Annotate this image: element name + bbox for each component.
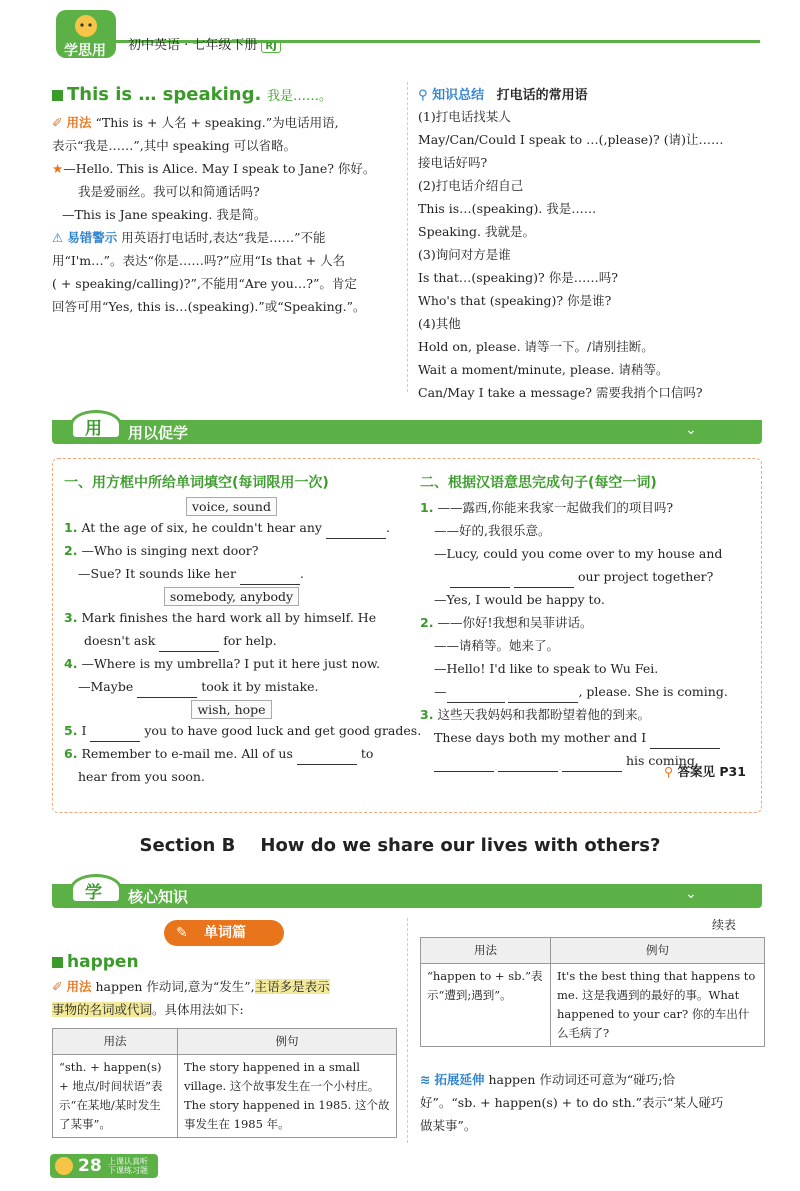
summary-line: Is that…(speaking)? 你是……吗? (418, 270, 618, 285)
warning-line-1: ⚠ 易错警示 用英语打电话时,表达“我是……”不能 (52, 230, 326, 245)
q1-en-c: —Lucy, could you come over to my house and (434, 546, 723, 561)
green-square-icon (52, 90, 63, 101)
answer-blank[interactable] (562, 758, 622, 772)
answer-blank[interactable] (447, 689, 505, 703)
question-2b: —Sue? It sounds like her . (64, 562, 399, 585)
answer-blank[interactable] (508, 689, 578, 703)
answer-ref[interactable]: ⚲ 答案见 P31 (664, 764, 746, 779)
summary-line: Can/May I take a message? 需要我捎个口信吗? (418, 385, 703, 400)
footer-slogan: 上课认真听 下课练习题 (108, 1157, 148, 1175)
answer-blank[interactable] (326, 525, 386, 539)
logo-text: 学思用 (64, 43, 106, 59)
word-box-2: somebody, anybody (164, 587, 299, 606)
summary-line: (2)打电话介绍自己 (418, 178, 524, 193)
wifi-icon: ≋ (420, 1072, 431, 1087)
q3-en-c: his coming. (420, 749, 755, 772)
book-title: 初中英语 · 七年级下册 RJ (128, 34, 281, 53)
section-b-title: Section B How do we share our lives with others? (139, 835, 661, 856)
extension-line-1: ≋ 拓展延伸 happen 作动词还可意为“碰巧;恰 (420, 1072, 675, 1087)
q1-cn-a: 1. ——露西,你能来我家一起做我们的项目吗? (420, 500, 674, 515)
answer-blank[interactable] (434, 758, 494, 772)
green-square-icon (52, 957, 63, 968)
summary-line: Wait a moment/minute, please. 请稍等。 (418, 362, 669, 377)
summary-line: 接电话好吗? (418, 155, 488, 170)
summary-line: Who's that (speaking)? 你是谁? (418, 293, 612, 308)
answer-blank[interactable] (137, 684, 197, 698)
warning-line-3: ( + speaking/calling)?”,不能用“Are you…?”。肯定 (52, 276, 357, 291)
q1-en-d: our project together? (420, 565, 755, 588)
page-footer (50, 1152, 160, 1180)
q2-en-d: — , please. She is coming. (420, 680, 755, 703)
phrase-heading: This is … speaking. 我是……。 (52, 84, 402, 105)
usage-table-continued: 用法 例句 “happen to + sb.”表示“遭到;遇到”。 It's the best thing that happens to me. 这是我遇到的最好的事。What happened to your car? 你的车出什么毛病了? (420, 937, 765, 1047)
page-number: 28 (78, 1156, 102, 1176)
summary-line: Speaking. 我就是。 (418, 224, 535, 239)
vocab-tag: ✎ 单词篇 (164, 920, 284, 946)
question-3a: 3. Mark finishes the hard work all by himself. He (64, 610, 377, 625)
answer-blank[interactable] (90, 728, 140, 742)
vocab-word: happen (52, 952, 139, 972)
banner-tab-1: 用 (70, 410, 122, 440)
summary-line: (1)打电话找某人 (418, 109, 511, 124)
summary-lines (418, 105, 763, 404)
banner-tab-2: 学 (70, 874, 122, 904)
chevron-down-icon[interactable]: ⌄ (685, 886, 697, 902)
extension-line-3: 做某事”。 (420, 1118, 477, 1133)
question-3b: doesn't ask for help. (64, 629, 399, 652)
table-cell-example: The story happened in a small village. 这个故事发生在一个小村庄。The story happened in 1985. 这个故事发生在 1985 年。 (178, 1055, 397, 1138)
q2-cn-b: ——请稍等。她来了。 (434, 638, 560, 653)
summary-heading: ⚲ 知识总结 打电话的常用语 (418, 88, 588, 103)
warning-icon: ⚠ (52, 230, 64, 245)
usage-line-2: 表示“我是……”,其中 speaking 可以省略。 (52, 138, 297, 153)
q2-en-c: —Hello! I'd like to speak to Wu Fei. (434, 661, 659, 676)
extension-line-2: 好”。“sb. + happen(s) + to do sth.”表示“某人碰巧 (420, 1095, 724, 1110)
answer-blank[interactable] (240, 571, 300, 585)
table-cell-example: It's the best thing that happens to me. 这是我遇到的最好的事。What happened to your car? 你的车出什么毛病了? (551, 964, 765, 1047)
answer-blank[interactable] (498, 758, 558, 772)
question-2a: 2. —Who is singing next door? (64, 543, 259, 558)
question-4a: 4. —Where is my umbrella? I put it here just now. (64, 656, 381, 671)
example-2: —This is Jane speaking. 我是简。 (62, 207, 267, 222)
answer-blank[interactable] (514, 574, 574, 588)
summary-line: May/Can/Could I speak to …(,please)? (请)让…… (418, 132, 724, 147)
question-4b: —Maybe took it by mistake. (64, 675, 399, 698)
answer-blank[interactable] (650, 735, 720, 749)
phrase-card (52, 84, 402, 318)
banner-title-practice: 用以促学 (128, 424, 189, 442)
brand-logo (50, 6, 122, 62)
q1-en-e: —Yes, I would be happy to. (434, 592, 605, 607)
table-cell-usage: “happen to + sb.”表示“遭到;遇到”。 (421, 964, 551, 1047)
banner-title-core: 核心知识 (128, 888, 189, 906)
q1-cn-b: ——好的,我很乐意。 (434, 523, 551, 538)
question-6a: 6. Remember to e-mail me. All of us to (64, 742, 399, 765)
q2-cn-a: 2. ——你好!我想和吴菲讲话。 (420, 615, 593, 630)
exercise-part-1 (64, 472, 422, 788)
summary-line: (3)询问对方是谁 (418, 247, 511, 262)
exercise-2-title: 二、根据汉语意思完成句子(每空一词) (420, 475, 657, 491)
vocab-usage-2: 事物的名词或代词。具体用法如下: (52, 1002, 244, 1017)
vocab-usage-1: ✐ 用法 happen 作动词,意为“发生”,主语多是表示 (52, 979, 330, 994)
pen-icon: ✐ (52, 979, 63, 994)
answer-blank[interactable] (297, 751, 357, 765)
question-6b: hear from you soon. (78, 769, 205, 784)
edition-badge: RJ (261, 40, 280, 53)
summary-line: (4)其他 (418, 316, 461, 331)
question-1: 1. At the age of six, he couldn't hear any . (64, 516, 399, 539)
pen-icon: ✐ (52, 115, 63, 130)
question-5: 5. I you to have good luck and get good grades. (64, 719, 399, 742)
table-cell-usage: “sth. + happen(s) + 地点/时间状语”表示“在某地/某时发生了某事”。 (53, 1055, 178, 1138)
chevron-down-icon[interactable]: ⌄ (685, 422, 697, 438)
column-divider-2 (407, 918, 408, 1143)
q3-cn-a: 3. 这些天我妈妈和我都盼望着他的到来。 (420, 707, 650, 722)
warning-line-2: 用“I'm…”。表达“你是……吗?”应用“Is that + 人名 (52, 253, 346, 268)
summary-card (418, 84, 763, 404)
q3-en-b: These days both my mother and I (420, 726, 755, 749)
word-box-1: voice, sound (186, 497, 277, 516)
summary-line: Hold on, please. 请等一下。/请别挂断。 (418, 339, 654, 354)
continued-label: 续表 (712, 918, 737, 932)
summary-line: This is…(speaking). 我是…… (418, 201, 597, 216)
usage-line-1: ✐ 用法 “This is + 人名 + speaking.”为电话用语, (52, 115, 339, 130)
usage-table: 用法 例句 “sth. + happen(s) + 地点/时间状语”表示“在某地/某时发生了某事”。 The story happened in a small village. 这个故事发生在一个小村庄。The story happened in 1985. 这个故事发生在 1985 年。 (52, 1028, 397, 1138)
pin-icon: ⚲ (664, 764, 674, 779)
exercise-1-title: 一、用方框中所给单词填空(每词限用一次) (64, 475, 329, 491)
column-divider (407, 82, 408, 392)
warning-line-4: 回答可用“Yes, this is…(speaking).”或“Speaking.”。 (52, 299, 366, 314)
pencil-icon: ✎ (176, 925, 188, 941)
example-1b: 我是爱丽丝。我可以和简通话吗? (78, 184, 260, 199)
answer-blank[interactable] (159, 638, 219, 652)
answer-blank[interactable] (450, 574, 510, 588)
star-icon: ★ (52, 161, 64, 176)
example-1: ★—Hello. This is Alice. May I speak to Jane? 你好。 (52, 161, 376, 176)
word-box-3: wish, hope (191, 700, 271, 719)
location-pin-icon: ⚲ (418, 88, 428, 103)
exercise-part-2 (420, 472, 755, 772)
